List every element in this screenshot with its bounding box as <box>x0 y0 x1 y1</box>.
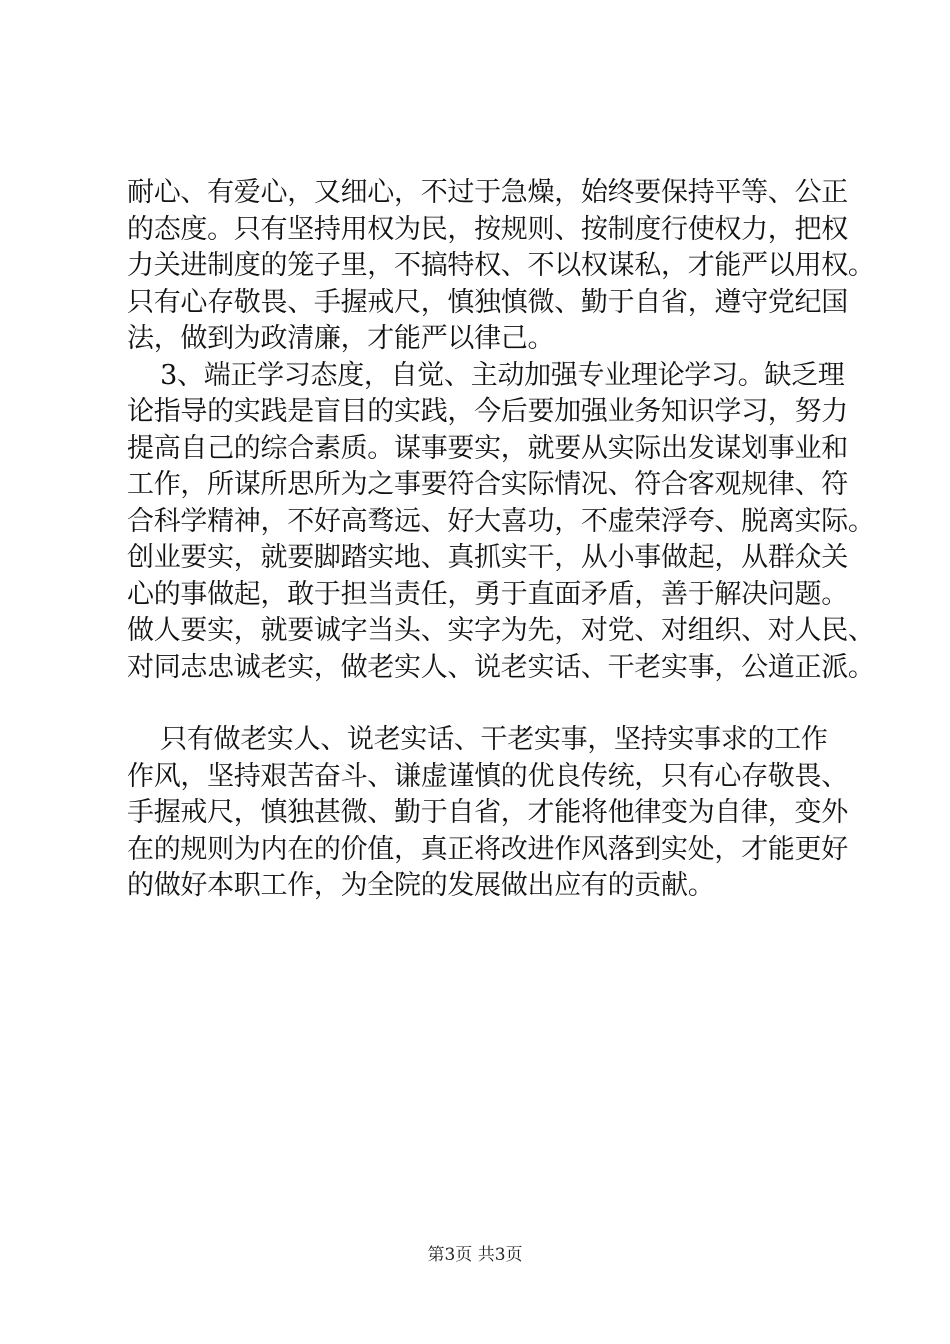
paragraph-2 <box>127 358 875 687</box>
text-line: 法，做到为政清廉，才能严以律己。 <box>127 323 555 354</box>
text-line: 对同志忠诚老实，做老实人、说老实话、干老实事，公道正派。 <box>127 651 875 683</box>
text-line: 论指导的实践是盲目的实践，今后要加强业务知识学习，努力 <box>127 396 848 427</box>
text-line: 只有心存敬畏、手握戒尺，慎独慎微、勤于自省，遵守党纪国 <box>127 286 848 318</box>
text-line: 的态度。只有坚持用权为民，按规则、按制度行使权力，把权 <box>127 213 848 245</box>
paragraph-3 <box>127 722 848 905</box>
text-line: 作风，坚持艰苦奋斗、谦虚谨慎的优良传统，只有心存敬畏、 <box>127 760 848 792</box>
paragraph-spacer <box>127 686 832 722</box>
text-line: 的做好本职工作，为全院的发展做出应有的贡献。 <box>127 870 715 901</box>
text-line: 手握戒尺，慎独甚微、勤于自省，才能将他律变为自律，变外 <box>127 797 848 828</box>
text-line: 做人要实，就要诚字当头、实字为先，对党、对组织、对人民、 <box>127 615 875 646</box>
text-line: 合科学精神，不好高骛远、好大喜功，不虚荣浮夸、脱离实际。 <box>127 505 875 537</box>
paragraph-1 <box>127 175 875 358</box>
text-line: 3、端正学习态度，自觉、主动加强专业理论学习。缺乏理 <box>127 359 845 391</box>
page-number-footer: 第3页 共3页 <box>427 1245 523 1265</box>
document-body <box>127 175 875 905</box>
text-line: 提高自己的综合素质。谋事要实，就要从实际出发谋划事业和 <box>127 432 848 464</box>
text-line: 耐心、有爱心，又细心，不过于急燥，始终要保持平等、公正 <box>127 177 848 208</box>
text-line: 在的规则为内在的价值，真正将改进作风落到实处，才能更好 <box>127 833 848 865</box>
text-line: 力关进制度的笼子里，不搞特权、不以权谋私，才能严以用权。 <box>127 250 875 281</box>
text-line: 心的事做起，敢于担当责任，勇于直面矛盾，善于解决问题。 <box>127 578 848 610</box>
text-line: 只有做老实人、说老实话、干老实事，坚持实事求的工作 <box>127 724 828 755</box>
text-line: 创业要实，就要脚踏实地、真抓实干，从小事做起，从群众关 <box>127 542 848 573</box>
text-line: 工作，所谋所思所为之事要符合实际情况、符合客观规律、符 <box>127 469 848 500</box>
